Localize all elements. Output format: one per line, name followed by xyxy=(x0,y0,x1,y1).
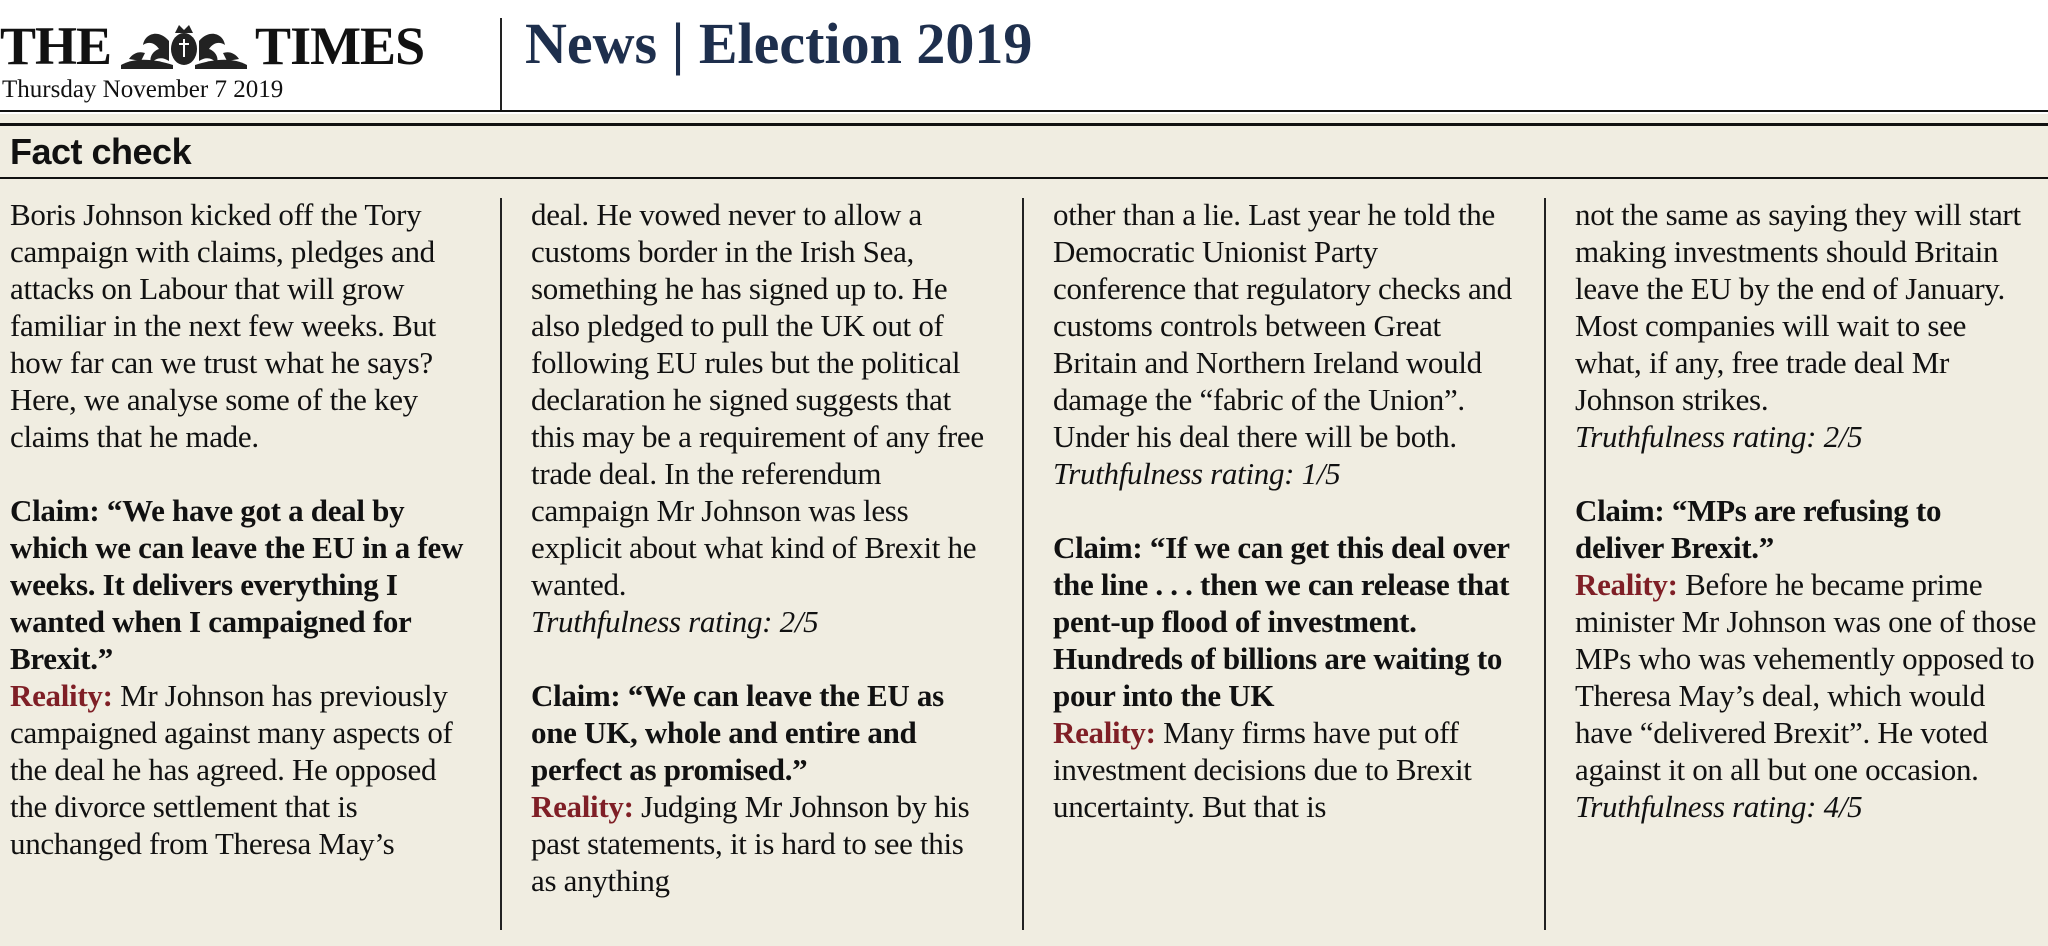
column-divider xyxy=(1022,198,1024,930)
masthead-rule xyxy=(0,110,2048,112)
claim-3: Claim: “If we can get this deal over the line . . . then we can release that pent-up flood of investment. Hundreds of billions are waiting to pour into the UK xyxy=(1053,530,1510,713)
column-divider xyxy=(500,198,502,930)
issue-date: Thursday November 7 2019 xyxy=(2,76,284,103)
column-divider xyxy=(1544,198,1546,930)
claim-4: Claim: “MPs are refusing to deliver Brexit.” xyxy=(1575,493,1942,565)
royal-coat-of-arms-icon xyxy=(115,19,253,73)
article-column-2 xyxy=(531,196,993,936)
body-text: other than a lie. Last year he told the Democratic Unionist Party conference that regulatory checks and customs controls between Great Britain and Northern Ireland would damage the “fabric of the Union”. Under his deal there will be both. xyxy=(1053,197,1512,454)
reality-3 xyxy=(1053,714,1515,825)
truthfulness-rating: Truthfulness rating: 2/5 xyxy=(1575,419,1863,454)
reality-label: Reality: xyxy=(531,789,634,824)
fact-check-heading: Fact check xyxy=(10,131,192,172)
logo-word-times: TIMES xyxy=(255,16,425,76)
truthfulness-rating: Truthfulness rating: 4/5 xyxy=(1575,789,1863,824)
reality-text: Judging Mr Johnson by his past statements, it is hard to see this as anything xyxy=(531,789,970,898)
intro-paragraph: Boris Johnson kicked off the Tory campaign with claims, pledges and attacks on Labour that will grow familiar in the next few weeks. But how far can we trust what he says? Here, we analyse some of the key claims that he made. xyxy=(10,197,436,454)
article-column-1 xyxy=(10,196,472,936)
claim-2: Claim: “We can leave the EU as one UK, whole and entire and perfect as promised.” xyxy=(531,678,944,787)
panel-top-rule xyxy=(0,123,2048,126)
reality-4 xyxy=(1575,566,2037,788)
reality-label: Reality: xyxy=(10,678,113,713)
reality-1 xyxy=(10,677,472,862)
truthfulness-rating: Truthfulness rating: 1/5 xyxy=(1053,456,1341,491)
reality-text: Mr Johnson has previously campaigned against many aspects of the deal he has agreed. He opposed the divorce settlement that is unchanged from Theresa May’s xyxy=(10,678,453,861)
claim-1: Claim: “We have got a deal by which we can leave the EU in a few weeks. It delivers everything I wanted when I campaigned for Brexit.” xyxy=(10,493,464,676)
heading-rule xyxy=(0,177,2048,179)
reality-text: Before he became prime minister Mr Johnson was one of those MPs who was vehemently opposed to Theresa May’s deal, which would have “delivered Brexit”. He voted against it on all but one occasion. xyxy=(1575,567,2037,787)
the-times-logo xyxy=(0,14,424,78)
logo-word-the: THE xyxy=(0,16,112,76)
reality-text: Many firms have put off investment decisions due to Brexit uncertainty. But that is xyxy=(1053,715,1472,824)
article-column-4 xyxy=(1575,196,2037,936)
masthead xyxy=(0,0,2048,112)
truthfulness-rating: Truthfulness rating: 2/5 xyxy=(531,604,819,639)
reality-label: Reality: xyxy=(1575,567,1678,602)
body-text: not the same as saying they will start making investments should Britain leave the EU by the end of January. Most companies will wait to see what, if any, free trade deal Mr Johnson strikes. xyxy=(1575,197,2021,417)
body-text: deal. He vowed never to allow a customs border in the Irish Sea, something he has signed up to. He also pledged to pull the UK out of following EU rules but the political declaration he signed suggests that this may be a requirement of any free trade deal. In the referendum campaign Mr Johnson was less explicit about what kind of Brexit he wanted. xyxy=(531,197,984,602)
section-title: News | Election 2019 xyxy=(525,11,1033,76)
reality-label: Reality: xyxy=(1053,715,1156,750)
masthead-divider xyxy=(500,18,502,110)
reality-2 xyxy=(531,788,993,899)
article-column-3 xyxy=(1053,196,1515,936)
